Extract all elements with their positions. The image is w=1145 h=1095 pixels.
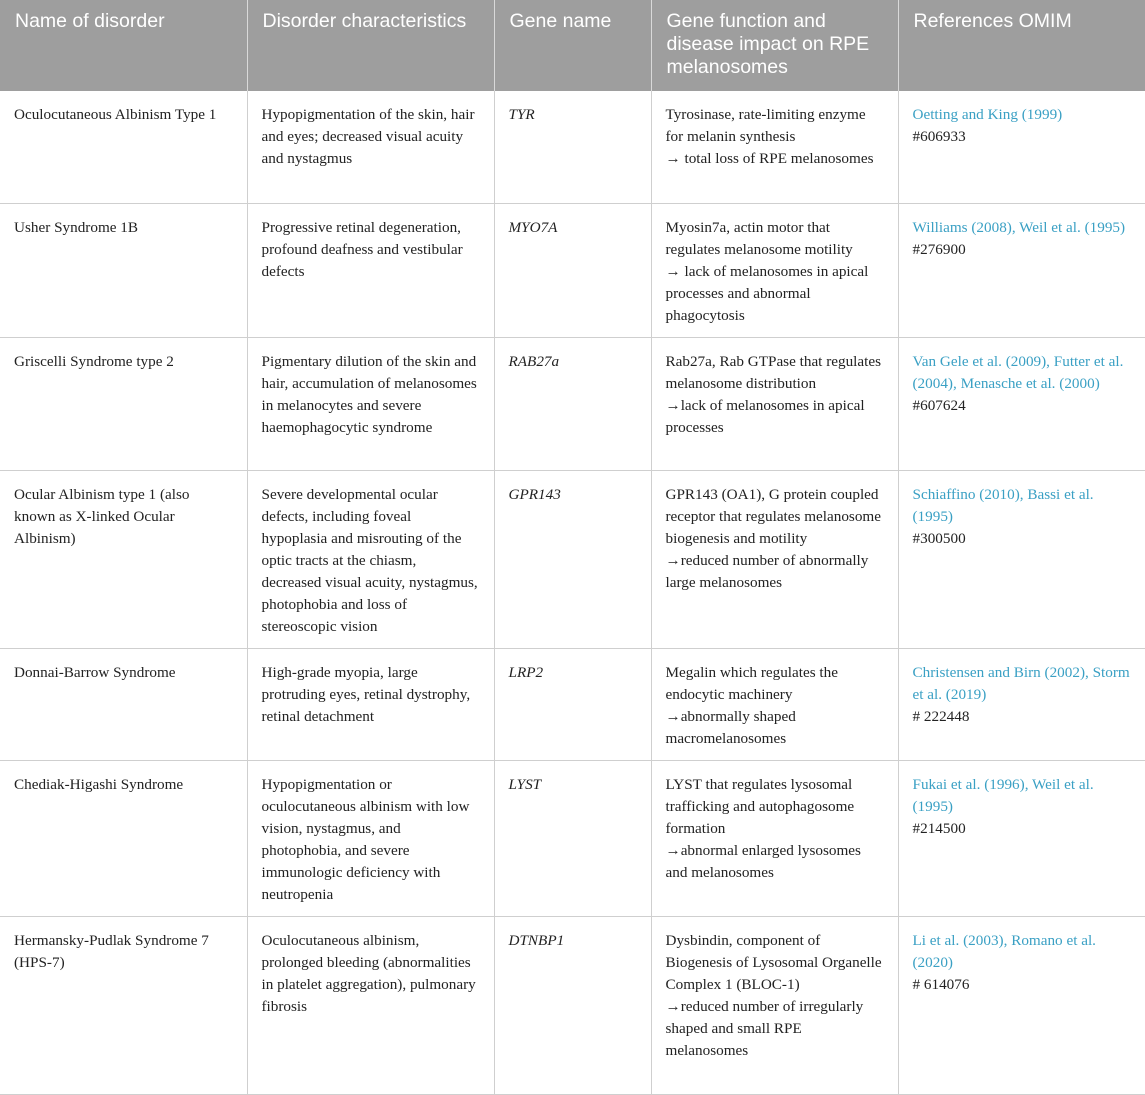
function-text: Rab27a, Rab GTPase that regulates melanosome distribution xyxy=(665,352,882,392)
impact-text: →abnormal enlarged lysosomes and melanosomes xyxy=(665,841,861,881)
disorder-cell: Oculocutaneous Albinism Type 1 xyxy=(0,91,247,203)
table-row xyxy=(0,470,1145,648)
disorder-cell: Hermansky-Pudlak Syndrome 7 (HPS-7) xyxy=(0,916,247,1094)
function-cell xyxy=(651,760,898,916)
reference-link[interactable]: Van Gele et al. (2009), Futter et al. (2004), Menasche et al. (2000) xyxy=(912,352,1124,392)
omim-number: #300500 xyxy=(912,529,966,547)
characteristics-cell: Hypopigmentation of the skin, hair and eyes; decreased visual acuity and nystagmus xyxy=(247,91,494,203)
function-cell xyxy=(651,916,898,1094)
function-text: Megalin which regulates the endocytic machinery xyxy=(665,663,838,703)
reference-link[interactable]: Schiaffino (2010), Bassi et al. (1995) xyxy=(912,485,1094,525)
function-cell xyxy=(651,203,898,337)
disorder-cell: Griscelli Syndrome type 2 xyxy=(0,337,247,470)
omim-number: # 614076 xyxy=(912,975,970,993)
reference-link[interactable]: Oetting and King (1999) xyxy=(912,106,1063,123)
function-text: LYST that regulates lysosomal trafficking and autophagosome formation xyxy=(665,775,855,837)
gene-cell: MYO7A xyxy=(494,203,651,337)
column-header-disorder: Name of disorder xyxy=(0,0,247,91)
function-text: Tyrosinase, rate-limiting enzyme for melanin synthesis xyxy=(665,106,866,145)
references-cell xyxy=(898,648,1145,760)
omim-number: #606933 xyxy=(912,128,966,145)
omim-number: #276900 xyxy=(912,240,966,258)
references-cell xyxy=(898,91,1145,203)
characteristics-cell: Severe developmental ocular defects, including foveal hypoplasia and misrouting of the optic tracts at the chiasm, decreased visual acuity, nystagmus, photophobia and loss of stereoscopic vision xyxy=(247,470,494,648)
omim-number: #214500 xyxy=(912,819,966,837)
table-row xyxy=(0,916,1145,1094)
omim-number: #607624 xyxy=(912,396,966,414)
impact-text: →abnormally shaped macromelanosomes xyxy=(665,707,796,747)
column-header-function: Gene function and disease impact on RPE melanosomes xyxy=(651,0,898,91)
impact-text: → lack of melanosomes in apical processes and abnormal phagocytosis xyxy=(665,262,869,324)
column-header-references: References OMIM xyxy=(898,0,1145,91)
function-cell xyxy=(651,337,898,470)
reference-link[interactable]: Williams (2008), Weil et al. (1995) xyxy=(912,218,1126,236)
impact-text: →reduced number of irregularly shaped and small RPE melanosomes xyxy=(665,997,864,1059)
table-row xyxy=(0,203,1145,337)
characteristics-cell: Hypopigmentation or oculocutaneous albinism with low vision, nystagmus, and photophobia, and severe immunologic deficiency with neutropenia xyxy=(247,760,494,916)
disorder-cell: Donnai-Barrow Syndrome xyxy=(0,648,247,760)
gene-cell: TYR xyxy=(494,91,651,203)
references-cell xyxy=(898,203,1145,337)
column-header-gene: Gene name xyxy=(494,0,651,91)
table-row xyxy=(0,648,1145,760)
impact-text: →reduced number of abnormally large melanosomes xyxy=(665,551,869,591)
column-header-characteristics: Disorder characteristics xyxy=(247,0,494,91)
disorder-cell: Ocular Albinism type 1 (also known as X-linked Ocular Albinism) xyxy=(0,470,247,648)
table-row xyxy=(0,760,1145,916)
reference-link[interactable]: Li et al. (2003), Romano et al. (2020) xyxy=(912,931,1096,971)
function-text: GPR143 (OA1), G protein coupled receptor that regulates melanosome biogenesis and motility xyxy=(665,485,881,547)
impact-text: →lack of melanosomes in apical processes xyxy=(665,396,865,436)
references-cell xyxy=(898,760,1145,916)
gene-cell: LRP2 xyxy=(494,648,651,760)
header-row xyxy=(0,0,1145,91)
gene-cell: LYST xyxy=(494,760,651,916)
impact-text: → total loss of RPE melanosomes xyxy=(665,150,874,167)
characteristics-cell: Oculocutaneous albinism, prolonged bleeding (abnormalities in platelet aggregation), pulmonary fibrosis xyxy=(247,916,494,1094)
references-cell xyxy=(898,470,1145,648)
characteristics-cell: Progressive retinal degeneration, profound deafness and vestibular defects xyxy=(247,203,494,337)
function-cell xyxy=(651,648,898,760)
gene-cell: DTNBP1 xyxy=(494,916,651,1094)
references-cell xyxy=(898,916,1145,1094)
gene-cell: RAB27a xyxy=(494,337,651,470)
disorder-cell: Chediak-Higashi Syndrome xyxy=(0,760,247,916)
function-text: Myosin7a, actin motor that regulates melanosome motility xyxy=(665,218,853,258)
function-cell xyxy=(651,91,898,203)
function-text: Dysbindin, component of Biogenesis of Lysosomal Organelle Complex 1 (BLOC-1) xyxy=(665,931,882,993)
gene-cell: GPR143 xyxy=(494,470,651,648)
characteristics-cell: High-grade myopia, large protruding eyes, retinal dystrophy, retinal detachment xyxy=(247,648,494,760)
function-cell xyxy=(651,470,898,648)
reference-link[interactable]: Fukai et al. (1996), Weil et al. (1995) xyxy=(912,775,1094,815)
disorder-cell: Usher Syndrome 1B xyxy=(0,203,247,337)
omim-number: # 222448 xyxy=(912,707,970,725)
reference-link[interactable]: Christensen and Birn (2002), Storm et al. (2019) xyxy=(912,663,1130,703)
table-row xyxy=(0,337,1145,470)
references-cell xyxy=(898,337,1145,470)
table-row xyxy=(0,91,1145,203)
characteristics-cell: Pigmentary dilution of the skin and hair, accumulation of melanosomes in melanocytes and severe haemophagocytic syndrome xyxy=(247,337,494,470)
